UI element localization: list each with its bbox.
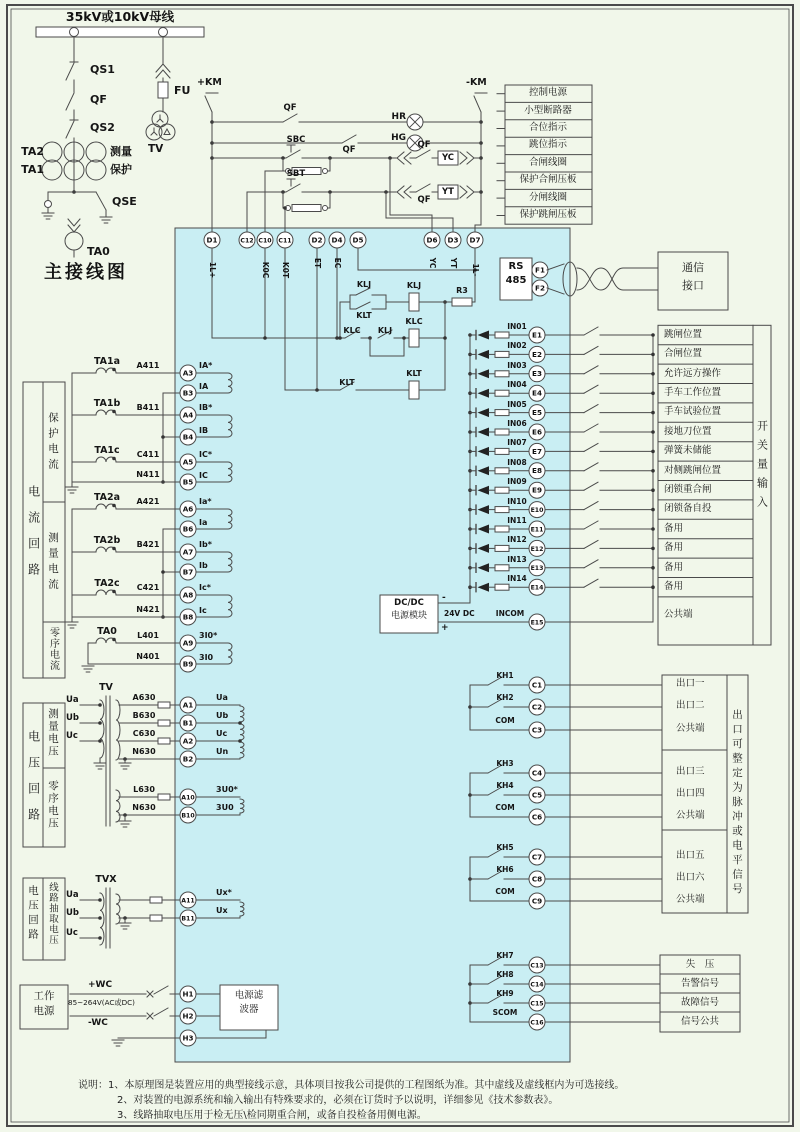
signal-label: 失 压 — [685, 958, 715, 970]
input-label: 合闸位置 — [664, 348, 703, 360]
svg-text:D1: D1 — [206, 235, 218, 245]
output-label: 出口五 — [676, 850, 705, 861]
power-box-label: 电源 — [33, 1005, 55, 1017]
klj-coil-label: KLJ — [406, 281, 422, 290]
svg-text:H2: H2 — [182, 1011, 194, 1021]
input-id-label: IN02 — [507, 341, 527, 351]
svg-text:E5: E5 — [532, 408, 542, 417]
wire-label: C421 — [136, 583, 160, 592]
signal-id-label: KH8 — [496, 970, 514, 979]
output-label: 出口二 — [676, 700, 705, 711]
output-label: 出口四 — [676, 788, 705, 799]
group-sub-label: 保护电流 — [47, 412, 60, 474]
svg-text:C6: C6 — [531, 812, 543, 822]
input-id-label: IN10 — [507, 496, 527, 506]
terminal-label: Un — [216, 747, 229, 756]
filter-label: 电源滤 — [234, 990, 264, 1001]
qf-contact-label: QF — [283, 103, 297, 113]
terminal-label: Ib* — [199, 540, 212, 549]
svg-text:A7: A7 — [182, 547, 194, 557]
group-sub-label: 零序电流 — [47, 627, 59, 671]
input-id-label: IN13 — [507, 554, 527, 564]
input-common-label: 公共端 — [664, 609, 693, 620]
tv-label: TV — [148, 143, 164, 155]
ct-label: TA2c — [94, 578, 120, 589]
group-sub-label: 测量电流 — [47, 532, 60, 594]
ta2-label: TA2 — [21, 145, 44, 158]
svg-text:D2: D2 — [311, 235, 323, 245]
svg-text:C14: C14 — [530, 981, 544, 989]
klc-coil-label: KLC — [405, 317, 423, 326]
wire-label: B421 — [136, 540, 160, 549]
rs485-label: 485 — [505, 275, 527, 286]
input-id-label: IN06 — [507, 419, 527, 428]
output-label: 公共端 — [676, 894, 705, 905]
signal-id-label: SCOM — [492, 1008, 518, 1017]
input-label: 弹簧未储能 — [664, 445, 712, 457]
svg-text:C5: C5 — [531, 790, 543, 800]
terminal-label: 3U0* — [216, 785, 238, 794]
inputs-group-label: 开关量输入 — [755, 420, 769, 515]
signal-id-label: KH7 — [496, 951, 514, 960]
svg-text:E10: E10 — [530, 507, 544, 514]
terminal-label: Ux — [216, 906, 228, 915]
tvx-label: TVX — [95, 874, 117, 885]
svg-text:C4: C4 — [531, 768, 543, 778]
wc-label: -WC — [88, 1018, 108, 1028]
svg-text:D5: D5 — [352, 235, 364, 245]
svg-text:E8: E8 — [532, 466, 542, 476]
input-id-label: IN14 — [507, 574, 527, 584]
ct-label: TA1c — [94, 445, 120, 456]
input-id-label: IN03 — [507, 360, 527, 370]
wire-label: A421 — [136, 497, 160, 506]
output-id-label: KH4 — [496, 781, 514, 790]
wire-label: L401 — [137, 631, 159, 640]
wire-label: K0T — [280, 261, 290, 279]
wire-label: K0C — [260, 261, 270, 279]
output-label: 出口一 — [676, 678, 705, 689]
svg-text:A1: A1 — [182, 700, 194, 710]
input-label: 手车工作位置 — [664, 387, 722, 398]
terminal-label: Ux* — [216, 888, 232, 897]
input-label: 允许远方操作 — [664, 367, 722, 379]
svg-text:B7: B7 — [182, 567, 194, 577]
terminal-label: Ib — [199, 561, 208, 570]
svg-text:D7: D7 — [469, 235, 481, 245]
legend-item: 小型断路器 — [524, 104, 572, 116]
svg-text:E9: E9 — [532, 485, 542, 495]
svg-text:F2: F2 — [535, 283, 545, 293]
svg-text:B9: B9 — [182, 659, 194, 669]
terminal-label: IB — [199, 426, 209, 435]
svg-text:A10: A10 — [181, 794, 195, 802]
svg-text:B4: B4 — [182, 432, 194, 442]
terminal-label: Uc — [216, 729, 228, 738]
svg-text:A3: A3 — [182, 368, 194, 378]
signal-id-label: KH9 — [496, 989, 514, 998]
klt-coil-label: KLT — [406, 369, 422, 378]
dcdc-label: 电源模块 — [390, 611, 428, 621]
yt-coil-label: YT — [442, 186, 454, 197]
input-id-label: IN01 — [507, 322, 527, 331]
svg-text:C9: C9 — [531, 896, 543, 906]
phase-label: Uc — [66, 731, 78, 741]
svg-text:F1: F1 — [535, 265, 545, 275]
svg-text:E7: E7 — [532, 446, 542, 456]
svg-text:B2: B2 — [182, 754, 194, 764]
sbt-label: SBT — [286, 169, 306, 179]
phase-label: Ua — [66, 890, 79, 900]
terminal-label: IB* — [199, 403, 213, 412]
svg-text:E2: E2 — [532, 349, 542, 359]
terminal-label: Ia* — [199, 497, 212, 506]
svg-text:B1: B1 — [182, 718, 194, 728]
svg-text:E15: E15 — [530, 619, 544, 627]
svg-text:B8: B8 — [182, 612, 194, 622]
svg-text:E4: E4 — [532, 388, 542, 398]
group-sub-label: 零序电压 — [47, 780, 60, 830]
svg-text:A8: A8 — [182, 590, 194, 600]
group-label: 电压回路 — [27, 885, 40, 943]
page-title: 主接线图 — [44, 262, 128, 283]
svg-text:A5: A5 — [182, 457, 194, 467]
svg-text:A4: A4 — [182, 410, 194, 420]
output-id-label: COM — [495, 887, 515, 896]
wire-label: N630 — [132, 747, 156, 756]
busbar-label: 35kV或10kV母线 — [65, 9, 175, 24]
legend-item: 合闸线圈 — [528, 156, 568, 168]
wire-label: N401 — [136, 652, 160, 661]
phase-label: Ua — [66, 695, 79, 705]
output-label: 公共端 — [676, 723, 705, 734]
output-id-label: COM — [495, 803, 515, 812]
svg-text:C2: C2 — [531, 702, 543, 712]
svg-text:C1: C1 — [531, 680, 543, 690]
input-label: 接地刀位置 — [664, 425, 712, 437]
legend-item: 分闸线圈 — [528, 191, 568, 203]
svg-text:A9: A9 — [182, 638, 194, 648]
svg-text:D4: D4 — [331, 235, 343, 245]
klj-contact-label: KLJ — [356, 280, 372, 289]
terminal-label: Ic — [199, 606, 207, 615]
svg-text:C10: C10 — [258, 237, 272, 245]
yc-coil-label: YC — [441, 152, 455, 163]
svg-text:D6: D6 — [426, 235, 438, 245]
output-note-label: 出口可整定为脉冲或电平信号 — [731, 709, 744, 898]
svg-text:E3: E3 — [532, 369, 542, 379]
output-id-label: KH5 — [496, 843, 514, 852]
svg-text:C16: C16 — [530, 1019, 544, 1027]
output-label: 公共端 — [676, 810, 705, 821]
hg-label: HG — [391, 133, 406, 143]
svg-text:B10: B10 — [181, 812, 195, 820]
signal-label: 故障信号 — [680, 996, 720, 1008]
wire-label: A630 — [132, 693, 156, 702]
signal-label: 信号公共 — [680, 1015, 720, 1027]
wire-label: EC — [332, 257, 342, 269]
terminal-label: IC* — [199, 450, 213, 459]
ct-label: TA2a — [93, 492, 121, 503]
input-label: 手车试验位置 — [664, 406, 722, 418]
wire-label: C630 — [132, 729, 156, 738]
km-pos-label: +KM — [197, 77, 222, 88]
wire-label: N630 — [132, 803, 156, 812]
input-label: 对侧跳闸位置 — [664, 464, 722, 476]
svg-text:C12: C12 — [240, 237, 254, 245]
input-id-label: IN12 — [507, 535, 527, 545]
qf-contact-label: QF — [417, 195, 431, 205]
group-sub-label: 线路抽取电压 — [46, 882, 58, 945]
phase-label: Ub — [66, 908, 79, 918]
ta1-label: TA1 — [21, 163, 44, 176]
input-id-label: IN08 — [507, 457, 527, 467]
svg-text:B5: B5 — [182, 477, 194, 487]
legend-item: 保护跳闸压板 — [519, 209, 577, 220]
terminal-label: 3I0* — [199, 631, 218, 640]
tv-label: TV — [99, 682, 113, 693]
ct-label: TA1b — [93, 398, 121, 409]
input-label: 跳闸位置 — [664, 328, 703, 340]
note-1: 说明：1、本原理图是装置应用的典型接线示意，具体项目按我公司提供的工程图纸为准。其中虚线及虚线框内为可选接线。 — [78, 1080, 625, 1091]
signal-label: 告警信号 — [680, 977, 720, 989]
plus-label: + — [441, 623, 449, 633]
output-id-label: KH6 — [496, 865, 514, 874]
ct-label: TA2b — [93, 535, 121, 546]
filter-label: 波器 — [239, 1004, 259, 1015]
sbc-label: SBC — [286, 135, 306, 145]
svg-text:B6: B6 — [182, 524, 194, 534]
svg-text:H3: H3 — [182, 1033, 194, 1043]
svg-text:A2: A2 — [182, 736, 194, 746]
terminal-label: 3U0 — [216, 803, 234, 812]
svg-text:C13: C13 — [530, 962, 544, 970]
svg-text:E11: E11 — [530, 526, 544, 534]
svg-text:C3: C3 — [531, 725, 543, 735]
klt-contact-label: KLT — [339, 378, 355, 387]
r3-label: R3 — [456, 286, 468, 295]
output-id-label: KH2 — [496, 693, 514, 702]
qf-label: QF — [90, 93, 107, 106]
qs1-label: QS1 — [90, 63, 115, 76]
ct-label: TA0 — [97, 626, 117, 637]
qse-label: QSE — [112, 195, 137, 208]
wc-label: +WC — [88, 980, 113, 990]
prot-label: 保护 — [110, 163, 132, 176]
legend-item: 合位指示 — [528, 122, 568, 133]
svg-text:C11: C11 — [278, 237, 292, 245]
svg-text:B3: B3 — [182, 388, 194, 398]
wire-label: B630 — [132, 711, 156, 720]
power-box-label: 工作 — [33, 990, 55, 1002]
range-label: 85~264V(AC或DC) — [68, 998, 135, 1007]
hr-label: HR — [391, 112, 406, 122]
svg-text:C8: C8 — [531, 874, 543, 884]
terminal-label: Ua — [216, 693, 228, 702]
output-id-label: KH3 — [496, 759, 514, 768]
phase-label: Ub — [66, 713, 79, 723]
wire-label: YT — [448, 257, 458, 269]
svg-text:B11: B11 — [181, 915, 195, 923]
rs485-label: RS — [508, 261, 524, 272]
output-label: 出口三 — [676, 766, 705, 777]
input-label: 备用 — [664, 542, 684, 554]
wire-label: C411 — [136, 450, 160, 459]
note-2: 2、对装置的电源系统和输入输出有特殊要求的，必须在订货时予以说明，详细参见《技术参数表》。 — [117, 1095, 559, 1106]
input-id-label: IN05 — [507, 399, 527, 409]
terminal-label: Ub — [216, 711, 229, 720]
svg-text:A6: A6 — [182, 504, 194, 514]
wire-label: N411 — [136, 470, 160, 479]
km-neg-label: -KM — [466, 77, 487, 88]
dcdc-label: DC/DC — [394, 598, 424, 608]
input-id-label: IN11 — [507, 516, 527, 525]
svg-text:C15: C15 — [530, 1000, 544, 1008]
svg-text:E1: E1 — [532, 330, 542, 340]
group-label: 电压回路 — [26, 730, 41, 834]
group-label: 电流回路 — [26, 485, 41, 589]
input-label: 闭锁重合闸 — [664, 484, 712, 495]
input-label: 备用 — [664, 522, 684, 534]
output-label: 出口六 — [676, 872, 705, 883]
incom-label: INCOM — [495, 609, 525, 618]
svg-text:H1: H1 — [182, 989, 194, 999]
wire-label: N421 — [136, 605, 160, 614]
qf-contact-label: QF — [417, 140, 431, 150]
svg-text:A11: A11 — [181, 897, 195, 905]
klt-contact-label: KLT — [356, 311, 372, 320]
input-label: 备用 — [664, 581, 684, 592]
svg-text:E13: E13 — [530, 565, 544, 573]
terminal-label: IC — [199, 471, 208, 480]
svg-text:C7: C7 — [531, 852, 543, 862]
legend-item: 保护合闸压板 — [519, 174, 577, 186]
minus-label: - — [442, 593, 446, 603]
klj-contact-label: KLJ — [377, 326, 393, 335]
output-id-label: KH1 — [496, 671, 514, 680]
input-id-label: IN07 — [507, 438, 527, 448]
input-label: 备用 — [664, 561, 684, 573]
legend-item: 跳位指示 — [528, 139, 568, 151]
input-id-label: IN04 — [507, 380, 527, 390]
terminal-label: Ic* — [199, 583, 211, 592]
wire-label: L630 — [133, 785, 155, 794]
output-id-label: COM — [495, 716, 515, 725]
wire-label: 1L+ — [207, 261, 217, 279]
wire-label: B411 — [136, 403, 160, 412]
svg-text:D3: D3 — [447, 235, 459, 245]
qf-contact-label: QF — [342, 145, 356, 155]
svg-text:E6: E6 — [532, 427, 542, 437]
comm-box-label: 接口 — [682, 279, 704, 292]
note-3: 3、线路抽取电压用于检无压\检同期重合闸，或备自投检备用侧电源。 — [117, 1110, 427, 1121]
ta0-label: TA0 — [87, 245, 110, 258]
fu-label: FU — [174, 84, 191, 97]
input-label: 闭锁备自投 — [664, 503, 712, 515]
legend-item: 控制电源 — [528, 87, 568, 99]
terminal-label: Ia — [199, 518, 208, 527]
wire-label: ET — [312, 257, 322, 269]
qs2-label: QS2 — [90, 121, 115, 134]
wire-label: 1L- — [470, 263, 480, 277]
terminal-label: IA — [199, 382, 209, 391]
terminal-label: 3I0 — [199, 653, 214, 662]
phase-label: Uc — [66, 928, 78, 938]
ct-label: TA1a — [93, 356, 121, 367]
svg-text:E14: E14 — [530, 584, 544, 592]
meas-label: 测量 — [110, 145, 132, 158]
klc-contact-label: KLC — [343, 326, 361, 335]
volt-label: 24V DC — [444, 609, 475, 618]
wire-label: A411 — [136, 361, 160, 370]
terminal-label: IA* — [199, 361, 213, 370]
svg-text:E12: E12 — [530, 545, 544, 553]
input-id-label: IN09 — [507, 477, 527, 487]
group-sub-label: 测量电压 — [47, 708, 60, 758]
wire-label: YC — [427, 257, 437, 269]
comm-box-label: 通信 — [682, 261, 704, 274]
